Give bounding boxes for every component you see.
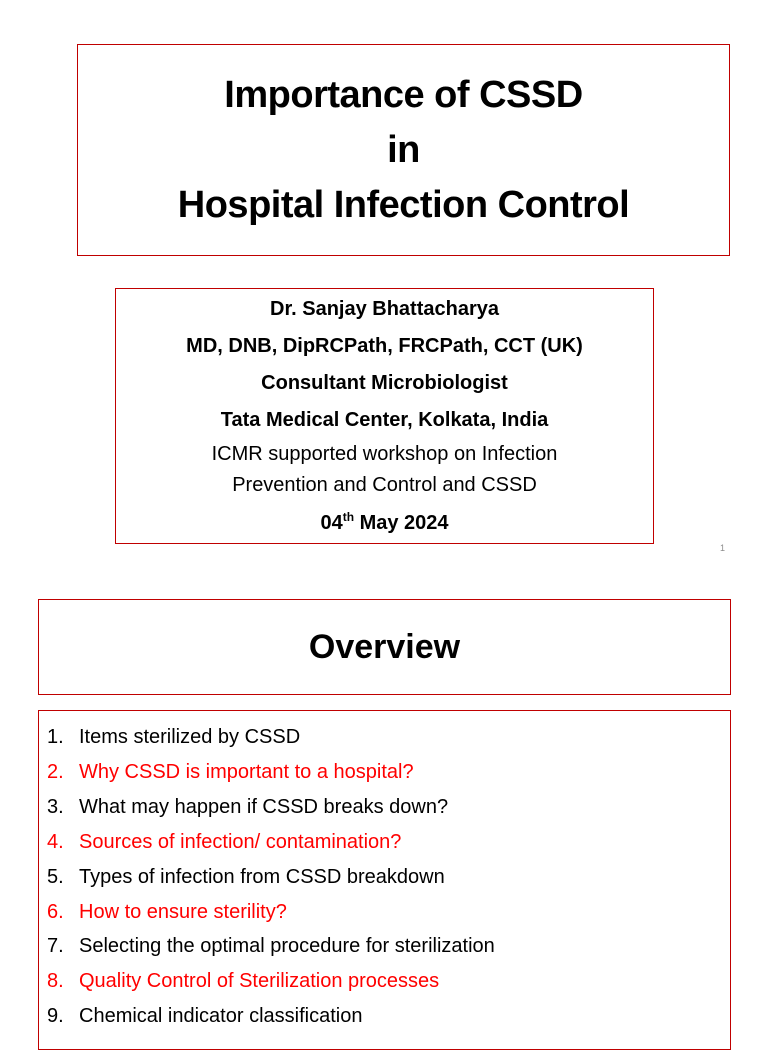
list-item [47, 720, 730, 755]
overview-list [39, 711, 730, 1034]
list-item-number: 7. [47, 935, 64, 958]
list-item-text: Sources of infection/ contamination? [79, 830, 402, 853]
list-item [47, 929, 730, 964]
list-item-number: 5. [47, 865, 64, 888]
list-item-text: Types of infection from CSSD breakdown [79, 865, 445, 888]
overview-heading-box [38, 599, 731, 695]
list-item [47, 790, 730, 825]
date-suffix: th [342, 509, 355, 524]
author-name: Dr. Sanjay Bhattacharya [270, 297, 499, 320]
list-item [47, 999, 730, 1034]
list-item-text: What may happen if CSSD breaks down? [79, 795, 449, 818]
author-role: Consultant Microbiologist [261, 371, 508, 394]
list-item-text: Selecting the optimal procedure for sterilization [79, 935, 495, 958]
author-affiliation: Tata Medical Center, Kolkata, India [220, 408, 549, 431]
title-line-3: Hospital Infection Control [177, 183, 630, 226]
overview-title: Overview [308, 627, 461, 666]
list-item-number: 2. [47, 760, 64, 783]
title-line-1: Importance of CSSD [224, 73, 583, 116]
list-item-text: Items sterilized by CSSD [79, 726, 301, 748]
list-item [47, 860, 730, 895]
event-line-1: ICMR supported workshop on Infection [211, 442, 558, 465]
list-item-number: 8. [47, 970, 64, 993]
slide-number: 1 [719, 543, 725, 553]
list-item [47, 825, 730, 860]
list-item-number: 1. [47, 726, 64, 748]
list-item-text: Why CSSD is important to a hospital? [79, 760, 414, 783]
author-box [115, 288, 654, 544]
date-day: 04 [320, 511, 343, 534]
list-item-number: 6. [47, 900, 64, 923]
list-item-number: 3. [47, 795, 64, 818]
title-box [77, 44, 730, 256]
presentation-date [320, 505, 448, 542]
event-line-2: Prevention and Control and CSSD [232, 473, 537, 496]
list-item-number: 4. [47, 830, 64, 853]
title-line-2: in [387, 128, 420, 171]
list-item [47, 755, 730, 790]
list-item-text: Chemical indicator classification [79, 1005, 363, 1028]
list-item [47, 895, 730, 930]
author-qualifications: MD, DNB, DipRCPath, FRCPath, CCT (UK) [186, 334, 583, 357]
list-item-text: How to ensure sterility? [79, 900, 287, 923]
date-rest: May 2024 [354, 511, 449, 534]
list-item-number: 9. [47, 1005, 64, 1028]
list-item [47, 964, 730, 999]
overview-list-box [38, 710, 731, 1050]
list-item-text: Quality Control of Sterilization processes [79, 970, 440, 993]
